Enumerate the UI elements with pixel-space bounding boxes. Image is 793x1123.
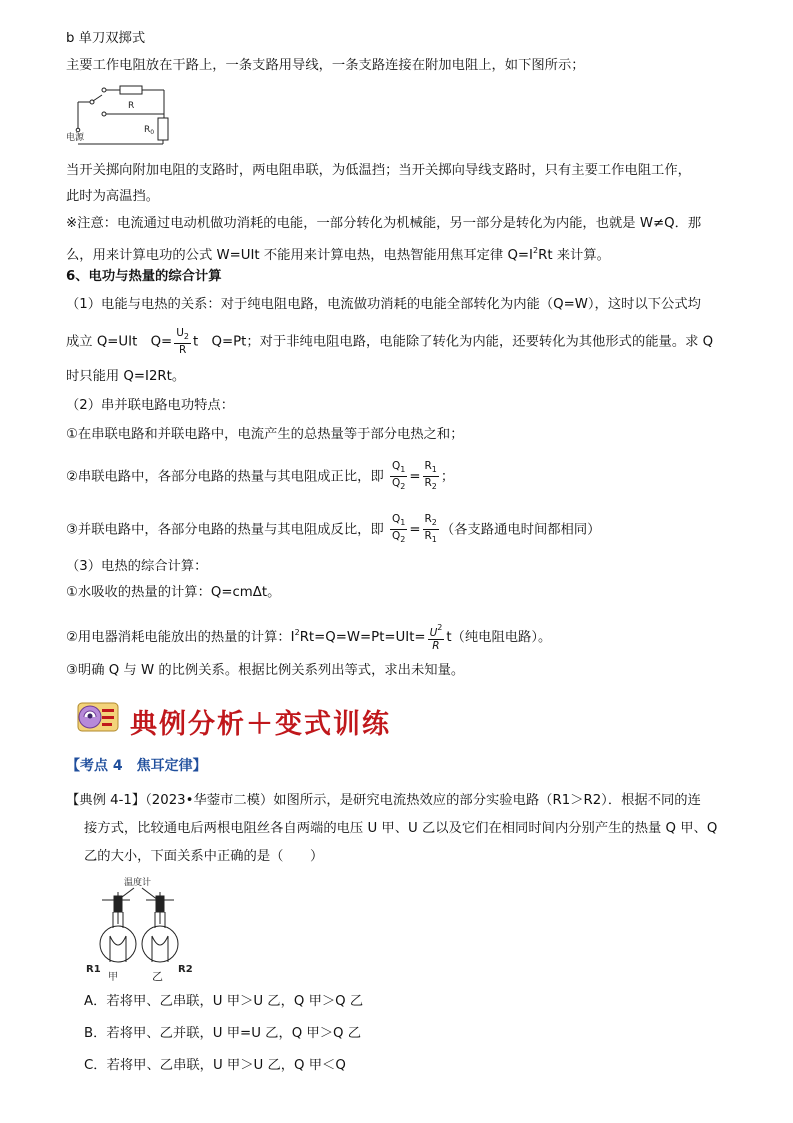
p3-item-1: ①水吸收的热量的计算：Q=cmΔt。 [66, 585, 281, 600]
p3-item-2: ②用电器消耗电能放出的热量的计算：$I^2Rt=Q=W=Pt=UIt=$ $\frac{U^2}{R}$ t（纯电阻电路）。 [66, 623, 552, 652]
flask-figure [86, 874, 206, 984]
banner-title: 典例分析＋变式训练 [130, 709, 391, 740]
p2-item-3: ③并联电路中，各部分电路的热量与其电阻成反比，即 $\frac{Q_1}{Q_2}$ = $\frac{R_2}{R_1}$ （各支路通电时间都相同） [66, 513, 601, 544]
explain-line-1: 当开关掷向附加电阻的支路时，两电阻串联，为低温挡；当开关掷向导线支路时，只有主要工作电阻工作， [66, 163, 691, 178]
p3-item-3: ③明确 Q 与 W 的比例关系。根据比例关系列出等式，求出未知量。 [66, 663, 465, 678]
banner-scroll-icon [72, 695, 124, 739]
u2-over-r-fraction-2: $\frac{U^2}{R}$ [429, 623, 443, 652]
section-b-desc: 主要工作电阻放在干路上，一条支路用导线，一条支路连接在附加电阻上，如下图所示； [66, 58, 585, 73]
circuit-r-label: R [128, 101, 135, 111]
p2-heading: （2）串并联电路电功特点： [66, 398, 235, 413]
explain-line-2: 此时为高温挡。 [66, 189, 160, 204]
thermometer-label: 温度计 [124, 878, 152, 888]
u2-over-r-fraction: $\frac{U_2}{R}$ [176, 327, 189, 356]
section-6-heading: 6、电功与热量的综合计算 [66, 269, 222, 284]
jia-label: 甲 [108, 972, 118, 983]
option-c: C．若将甲、乙串联，U 甲＞U 乙，Q 甲＜Q [84, 1058, 346, 1073]
yi-label: 乙 [152, 970, 163, 983]
r2-over-r1-fraction: $\frac{R_2}{R_1}$ [424, 513, 437, 544]
p3-heading: （3）电热的综合计算： [66, 559, 208, 574]
circuit-r0-label: R [144, 125, 151, 135]
q1-over-q2-fraction-parallel: $\frac{Q_1}{Q_2}$ [391, 513, 406, 544]
note-line-1: ※注意：电流通过电动机做功消耗的电能，一部分转化为机械能，另一部分是转化为内能，也就是 W≠Q．那 [66, 216, 702, 231]
r1-label: R1 [86, 964, 101, 975]
p1-line-a: （1）电能与电热的关系：对于纯电阻电路，电流做功消耗的电能全部转化为内能（Q=W），这时以下公式均 [66, 297, 701, 312]
option-a: A．若将甲、乙串联，U 甲＞U 乙，Q 甲＞Q 乙 [84, 994, 364, 1009]
svg-text:R0: $R_0$ [144, 125, 155, 136]
kaodian-heading: 【考点 4 焦耳定律】 [66, 758, 207, 774]
circuit-diagram [64, 80, 184, 148]
p1-line-b: 成立 Q=UIt Q= $\frac{U_2}{R}$ t Q=Pt；对于非纯电阻电路，电能除了转化为内能，还要转化为其他形式的能量。求 Q [66, 327, 714, 356]
note-line-2: 么，用来计算电功的公式 W=UIt 不能用来计算电热，电热智能用焦耳定律 $Q=I^2Rt$ 来计算。 [66, 246, 610, 263]
r1-over-r2-fraction: $\frac{R_1}{R_2}$ [424, 460, 437, 491]
p2-item-2: ②串联电路中，各部分电路的热量与其电阻成正比，即 $\frac{Q_1}{Q_2}$ = $\frac{R_1}{R_2}$ ； [66, 460, 455, 491]
q1-over-q2-fraction: $\frac{Q_1}{Q_2}$ [391, 460, 406, 491]
section-b-title: b 单刀双掷式 [66, 31, 146, 46]
example-line-2: 接方式，比较通电后两根电阻丝各自两端的电压 U 甲、U 乙以及它们在相同时间内分别产生的热量 Q 甲、Q [84, 821, 718, 836]
example-line-3: 乙的大小，下面关系中正确的是（ ） [84, 849, 324, 864]
p2-item-1: ①在串联电路和并联电路中，电流产生的总热量等于部分电热之和； [66, 427, 464, 442]
example-line-1: 【典例 4-1】（2023•华蓥市二模）如图所示，是研究电流热效应的部分实验电路（R1＞R2）．根据不同的连 [66, 793, 701, 808]
circuit-source-label: 电源 [66, 133, 85, 143]
option-b: B．若将甲、乙并联，U 甲=U 乙，Q 甲＞Q 乙 [84, 1026, 362, 1041]
p1-line-c: 时只能用 Q=I2Rt。 [66, 369, 186, 384]
r2-label: R2 [178, 964, 193, 975]
